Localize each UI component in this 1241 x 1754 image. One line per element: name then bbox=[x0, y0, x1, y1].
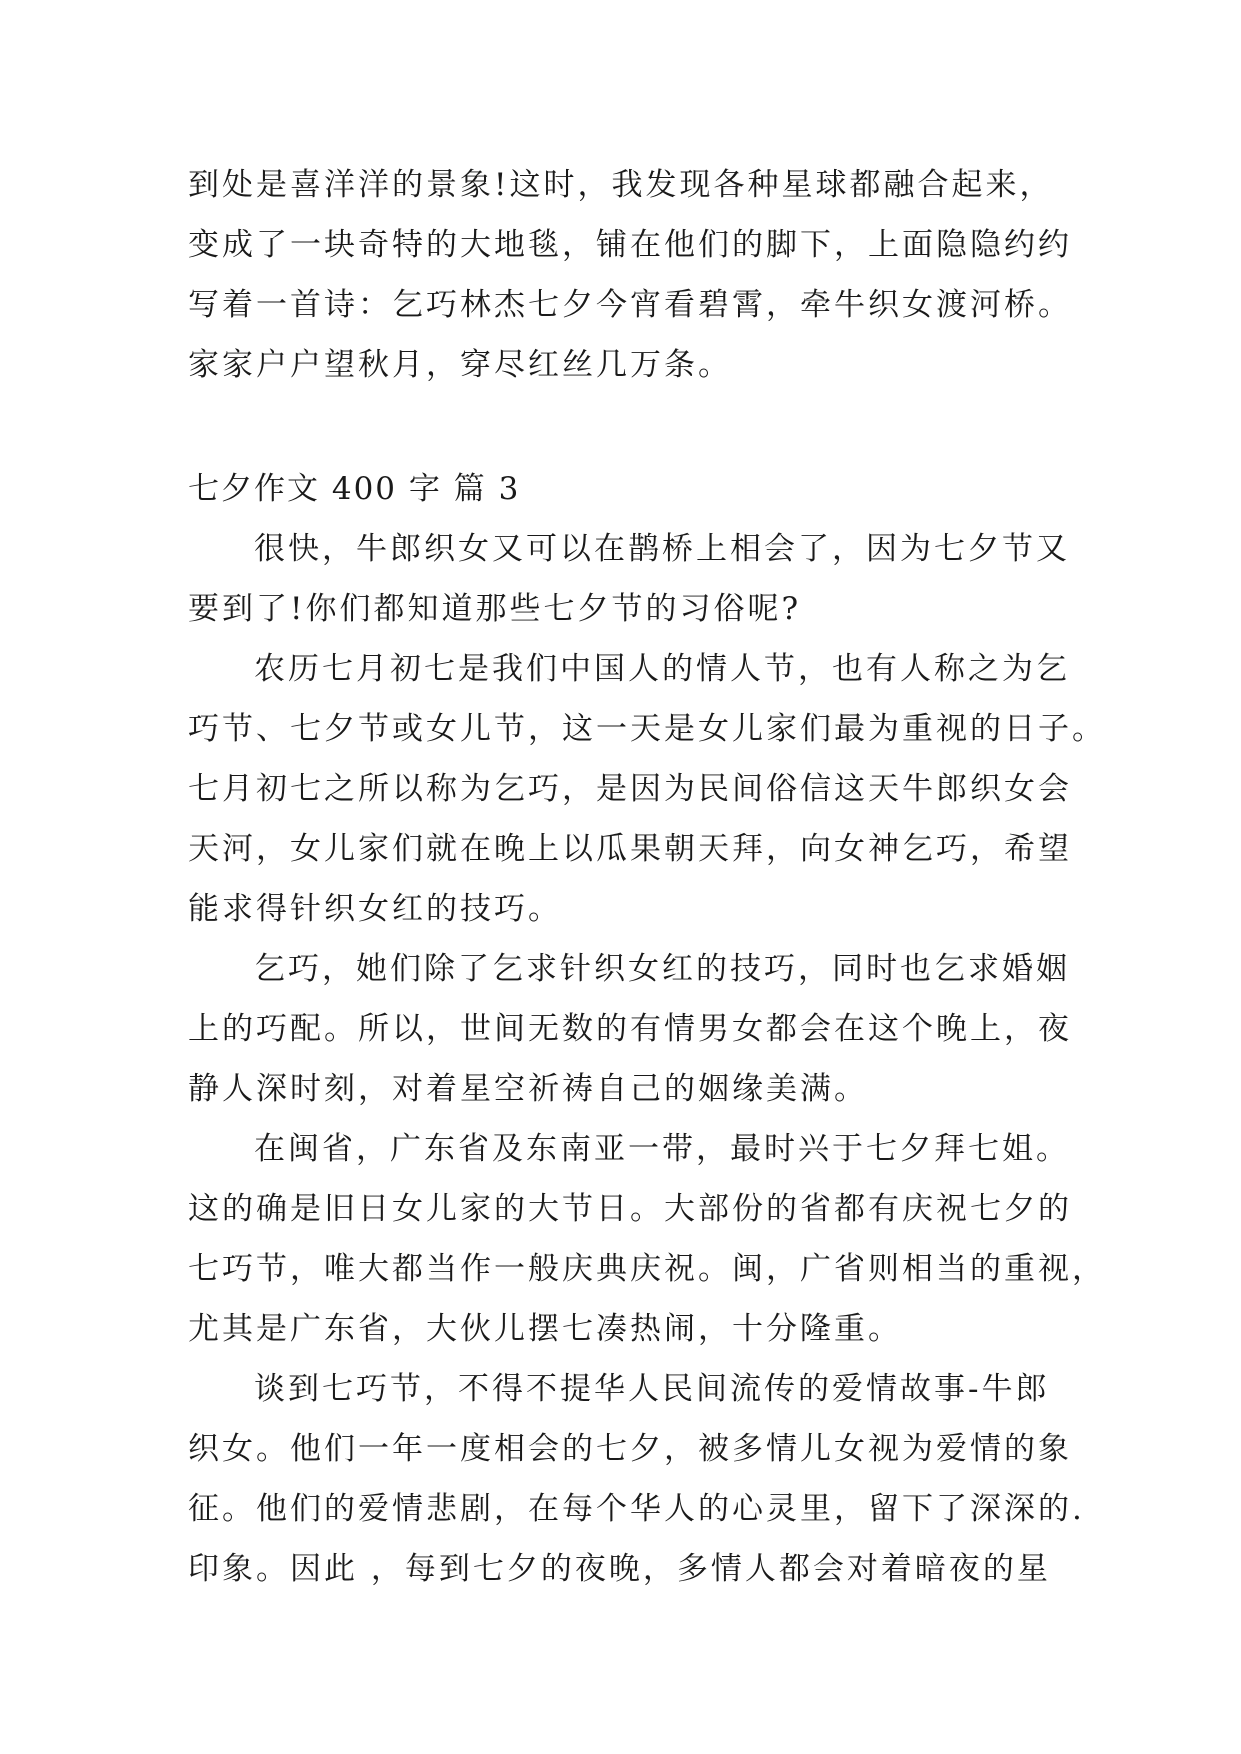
continuation-paragraph bbox=[188, 155, 1088, 395]
paragraph bbox=[188, 639, 1106, 939]
paragraph bbox=[188, 1119, 1106, 1359]
text-line: 印象。因此 ，每到七夕的夜晚，多情人都会对着暗夜的星 bbox=[188, 1551, 1051, 1587]
text-line: 谈到七巧节，不得不提华人民间流传的爱情故事-牛郎 bbox=[254, 1371, 1050, 1407]
text-line: 农历七月初七是我们中国人的情人节，也有人称之为乞 bbox=[254, 651, 1070, 687]
text-line: 上的巧配。所以，世间无数的有情男女都会在这个晚上，夜 bbox=[188, 1011, 1072, 1047]
text-line: 尤其是广东省，大伙儿摆七凑热闹，十分隆重。 bbox=[188, 1311, 902, 1347]
text-line: 这的确是旧日女儿家的大节日。大部份的省都有庆祝七夕的 bbox=[188, 1191, 1072, 1227]
text-line: 能求得针织女红的技巧。 bbox=[188, 891, 562, 927]
section-heading: 七夕作文 400 字 篇 3 bbox=[188, 471, 521, 507]
text-line: 写着一首诗：乞巧林杰七夕今宵看碧霄，牵牛织女渡河桥。 bbox=[188, 287, 1072, 323]
document-body bbox=[188, 155, 1106, 1599]
paragraph bbox=[188, 1359, 1088, 1599]
text-line: 七巧节，唯大都当作一般庆典庆祝。闽，广省则相当的重视， bbox=[188, 1251, 1106, 1287]
text-line: 征。他们的爱情悲剧，在每个华人的心灵里，留下了深深的. bbox=[188, 1491, 1085, 1527]
text-line: 乞巧，她们除了乞求针织女红的技巧，同时也乞求婚姻 bbox=[254, 951, 1070, 987]
paragraph bbox=[188, 939, 1088, 1119]
text-line: 变成了一块奇特的大地毯，铺在他们的脚下，上面隐隐约约 bbox=[188, 227, 1072, 263]
text-line: 到处是喜洋洋的景象!这时，我发现各种星球都融合起来， bbox=[188, 167, 1054, 203]
text-line: 要到了!你们都知道那些七夕节的习俗呢? bbox=[188, 591, 802, 627]
text-line: 在闽省，广东省及东南亚一带，最时兴于七夕拜七姐。 bbox=[254, 1131, 1070, 1167]
paragraph bbox=[188, 519, 1088, 639]
text-line: 巧节、七夕节或女儿节，这一天是女儿家们最为重视的日子。 bbox=[188, 711, 1106, 747]
text-line: 天河，女儿家们就在晚上以瓜果朝天拜，向女神乞巧，希望 bbox=[188, 831, 1072, 867]
text-line: 家家户户望秋月，穿尽红丝几万条。 bbox=[188, 347, 732, 383]
text-line: 静人深时刻，对着星空祈祷自己的姻缘美满。 bbox=[188, 1071, 868, 1107]
text-line: 织女。他们一年一度相会的七夕，被多情儿女视为爱情的象 bbox=[188, 1431, 1072, 1467]
text-line: 很快，牛郎织女又可以在鹊桥上相会了，因为七夕节又 bbox=[254, 531, 1070, 567]
text-line: 七月初七之所以称为乞巧，是因为民间俗信这天牛郎织女会 bbox=[188, 771, 1072, 807]
